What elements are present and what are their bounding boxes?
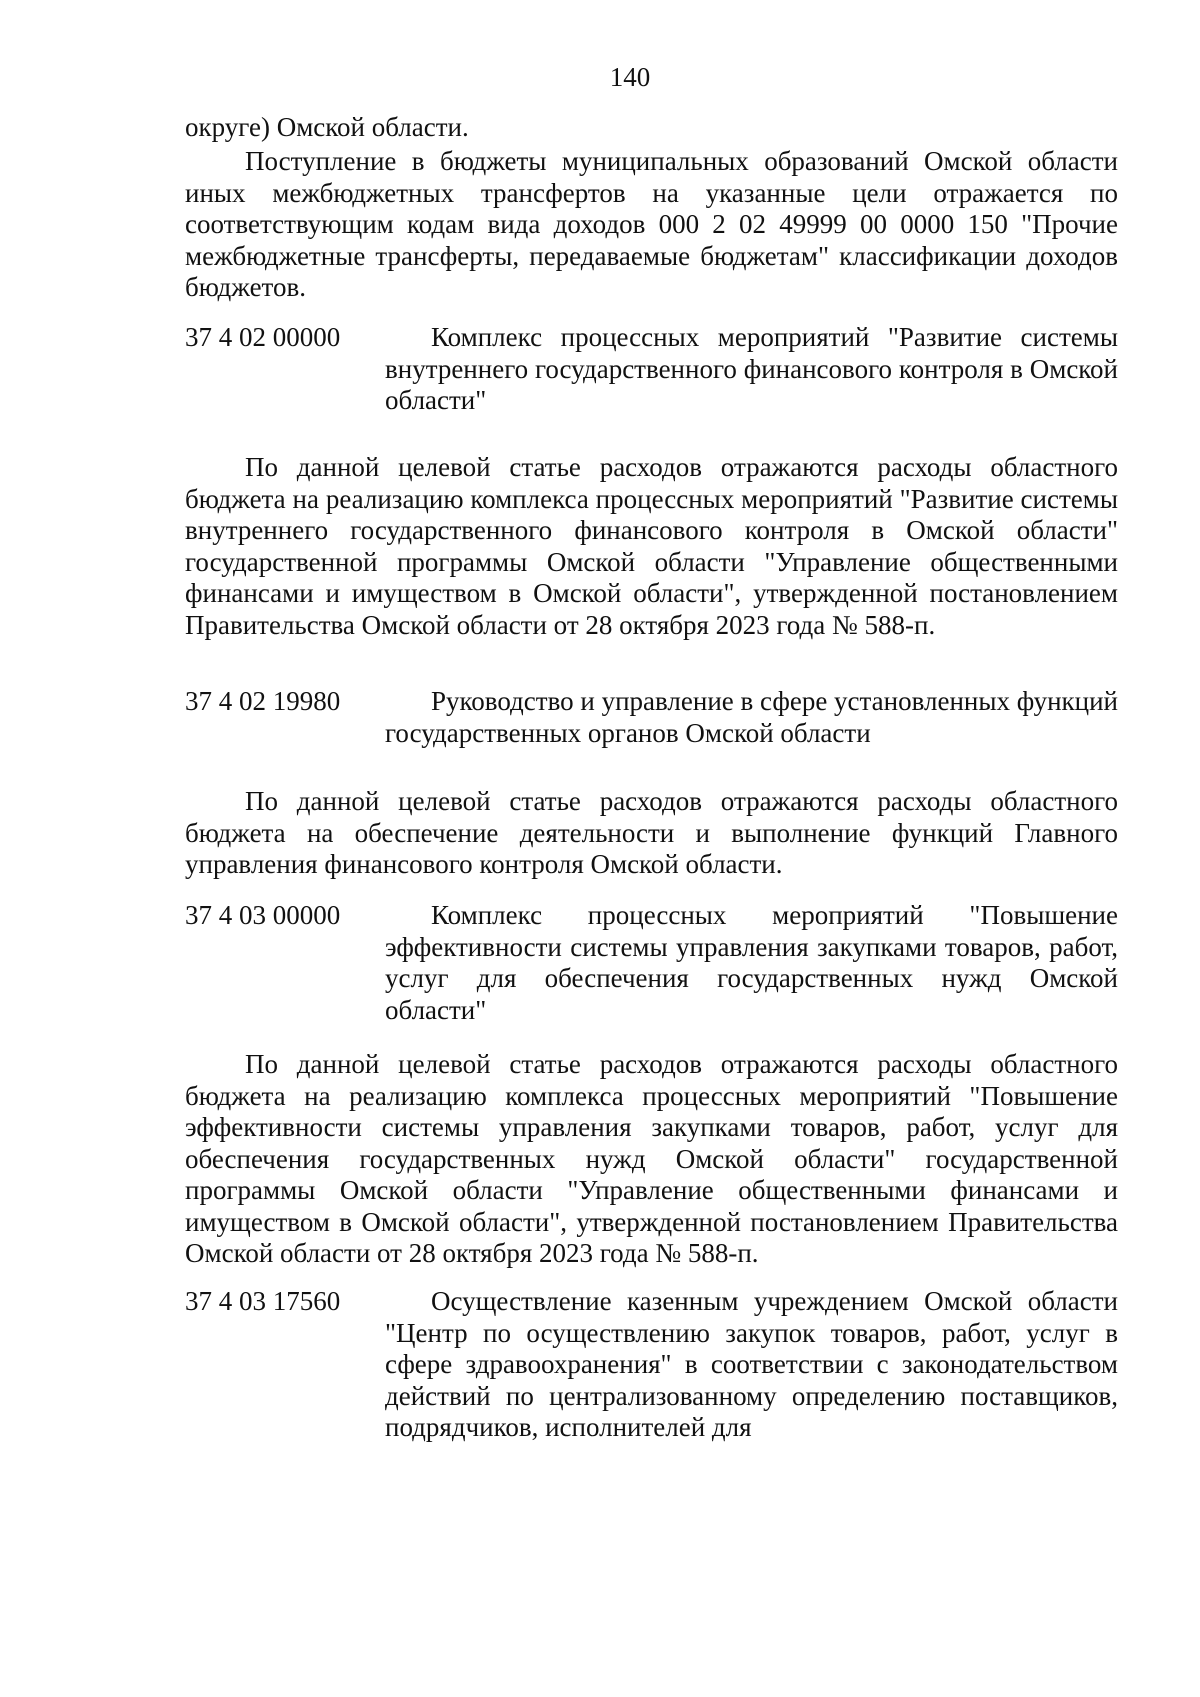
paragraph-section-2: По данной целевой статье расходов отражаются расходы областного бюджета на обеспечение деятельности и выполнение функций Главного управления финансового контроля Омской области. — [185, 786, 1118, 879]
section-code: 37 4 03 17560 — [185, 1286, 341, 1316]
paragraph-continuation: округе) Омской области. — [185, 112, 469, 142]
paragraph-transfers: Поступление в бюджеты муниципальных образований Омской области иных межбюджетных трансфертов на указанные цели отражается по соответствующим кодам вида доходов 000 2 02 49999 00 0000 150 "Прочие межбюджетные трансферты, передаваемые бюджетам" классификации доходов бюджетов. — [185, 146, 1118, 302]
section-code: 37 4 02 19980 — [185, 686, 341, 716]
section-code: 37 4 03 00000 — [185, 900, 341, 930]
section-title: Комплекс процессных мероприятий "Повышение эффективности системы управления закупками товаров, работ, услуг для обеспечения государственных нужд Омской области" — [385, 900, 1118, 1025]
paragraph-section-1: По данной целевой статье расходов отражаются расходы областного бюджета на реализацию комплекса процессных мероприятий "Развитие системы внутреннего государственного финансового контроля в Омской области" государственной программы Омской области "Управление общественными финансами и имуществом в Омской области", утвержденной постановлением Правительства Омской области от 28 октября 2023 года № 588-п. — [185, 452, 1118, 640]
section-title: Осуществление казенным учреждением Омской области "Центр по осуществлению закупок товаров, работ, услуг в сфере здравоохранения" в соответствии с законодательством действий по централизованному определению поставщиков, подрядчиков, исполнителей для — [385, 1286, 1118, 1442]
paragraph-section-3: По данной целевой статье расходов отражаются расходы областного бюджета на реализацию комплекса процессных мероприятий "Повышение эффективности системы управления закупками товаров, работ, услуг для обеспечения государственных нужд Омской области" государственной программы Омской области "Управление общественными финансами и имуществом в Омской области", утвержденной постановлением Правительства Омской области от 28 октября 2023 года № 588-п. — [185, 1049, 1118, 1268]
page-number: 140 — [609, 62, 651, 92]
section-title: Руководство и управление в сфере установленных функций государственных органов Омской области — [385, 686, 1118, 748]
section-title: Комплекс процессных мероприятий "Развитие системы внутреннего государственного финансового контроля в Омской области" — [385, 322, 1118, 415]
section-code: 37 4 02 00000 — [185, 322, 341, 352]
